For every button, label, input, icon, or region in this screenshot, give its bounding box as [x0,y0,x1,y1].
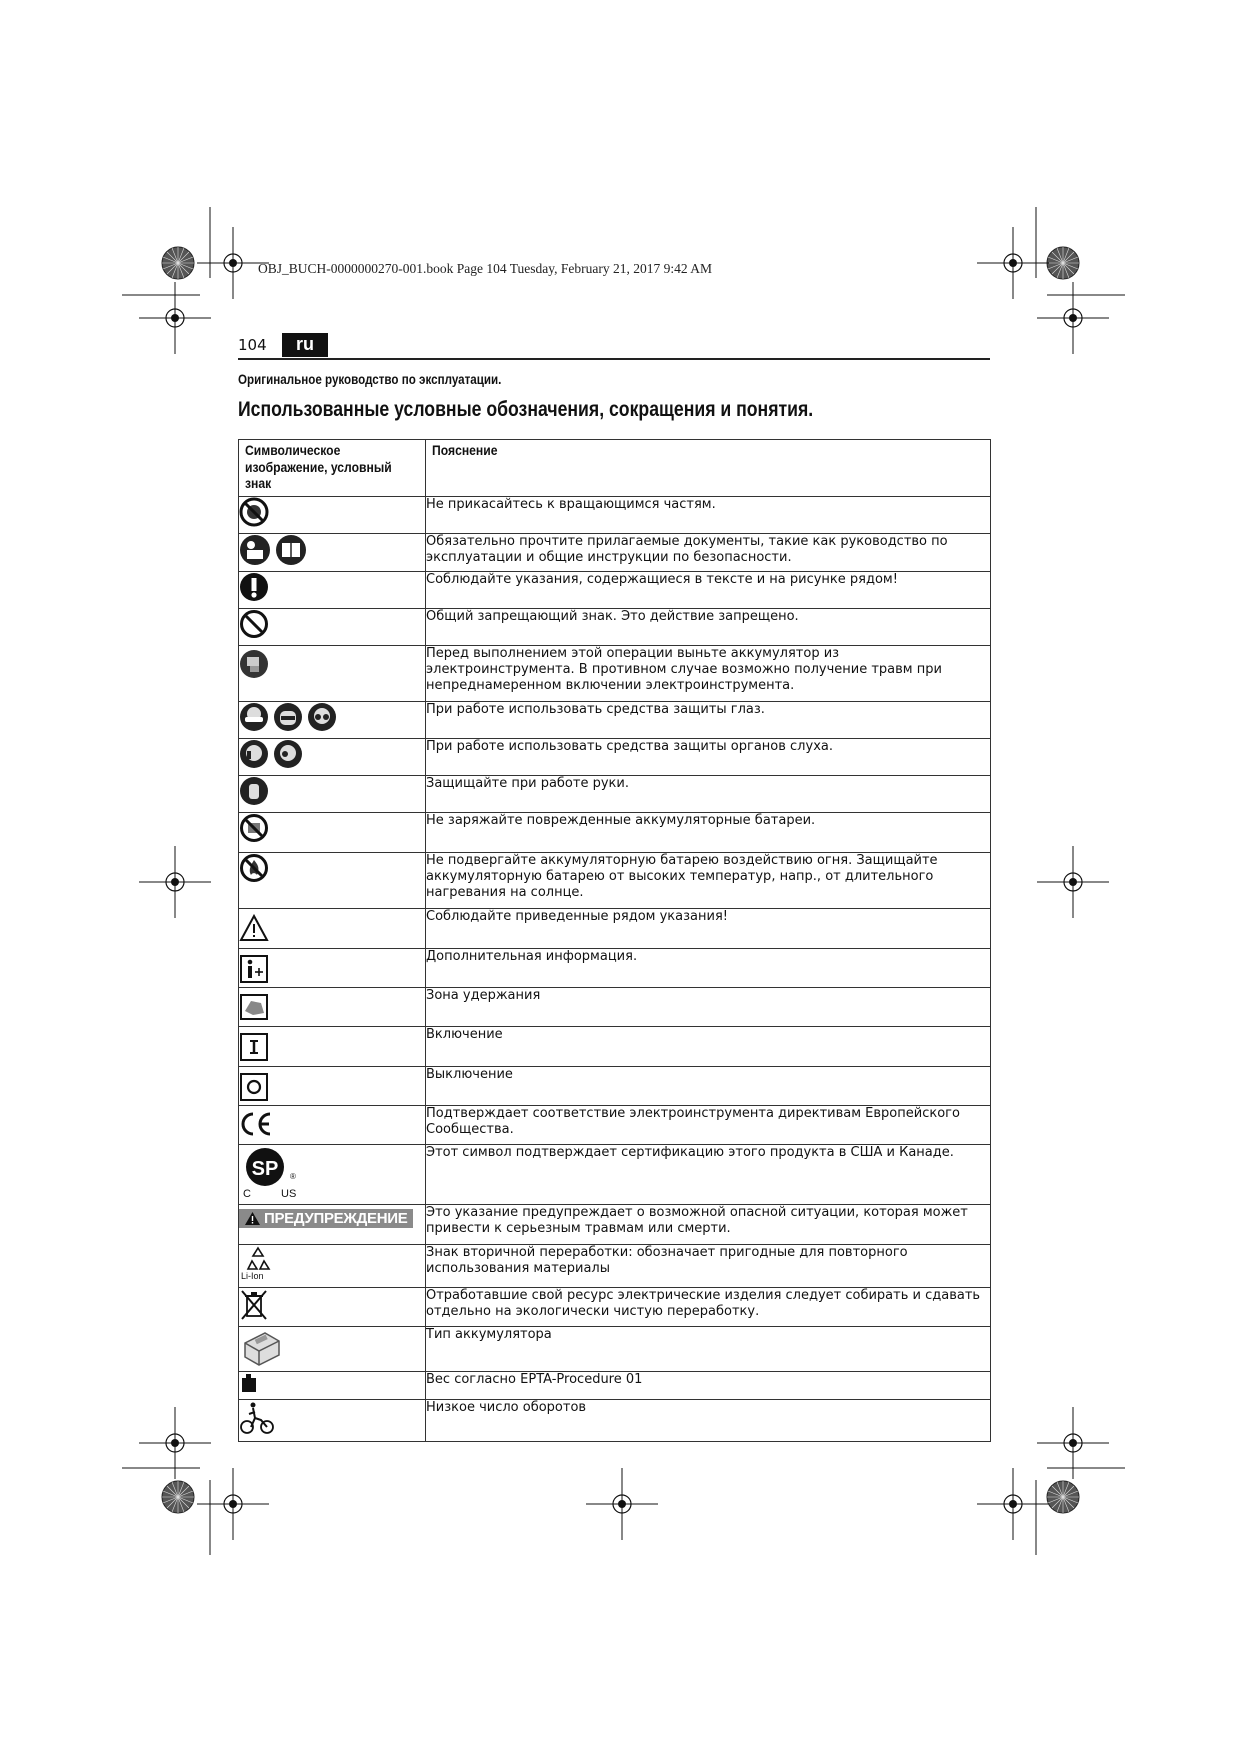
table-row [239,571,991,608]
table-row [239,908,991,948]
svg-text:®: ® [290,1171,296,1181]
table-row [239,1371,991,1399]
row-text: Дополнительная информация. [426,948,991,987]
face-shield-icon [273,702,303,732]
table-row [239,775,991,812]
csa-us-icon [239,1145,309,1201]
earplugs-icon [273,739,303,769]
warning-badge [239,1209,413,1228]
row-text: Это указание предупреждает о возможной опасной ситуации, которая может привести к серьезным травмам или смерти. [426,1204,991,1244]
row-text: Соблюдайте приведенные рядом указания! [426,908,991,948]
table-row [239,496,991,533]
row-text: Подтверждает соответствие электроинструмента директивам Европейского Сообщества. [426,1105,991,1144]
book-header-line: OBJ_BUCH-0000000270-001.book Page 104 Tuesday, February 21, 2017 9:42 AM [258,261,713,276]
table-row [239,1287,991,1326]
col-symbol-header: Символическое изображение, условный знак [239,440,426,497]
table-row [239,1066,991,1105]
language-badge: ru [282,333,328,357]
li-ion-label: Li-Ion [241,1270,264,1281]
warning-badge-label: ПРЕДУПРЕЖДЕНИЕ [264,1209,408,1227]
row-text: Защищайте при работе руки. [426,775,991,812]
warning-badge-triangle-icon [245,1212,260,1225]
table-row [239,533,991,571]
power-off-icon [239,1072,269,1102]
row-text: Не прикасайтесь к вращающимся частям. [426,496,991,533]
row-text: Тип аккумулятора [426,1326,991,1371]
table-row [239,1244,991,1287]
document-subtitle: Оригинальное руководство по эксплуатации. [238,372,502,387]
table-row [239,1105,991,1144]
row-text: Выключение [426,1066,991,1105]
table-row [239,645,991,701]
row-text: Включение [426,1026,991,1066]
table-row [239,1204,991,1244]
power-on-icon [239,1032,269,1062]
row-text: Этот символ подтверждает сертификацию этого продукта в США и Канаде. [426,1144,991,1204]
weight-icon [239,1372,261,1394]
table-header-row [239,440,991,497]
row-text: Отработавшие свой ресурс электрические изделия следует собирать и сдавать отдельно на экологически чистую переработку. [426,1287,991,1326]
exclamation-icon [239,572,269,602]
row-text: Низкое число оборотов [426,1399,991,1441]
csa-us-label: US [281,1187,297,1200]
row-text: Не заряжайте поврежденные аккумуляторные батареи. [426,812,991,852]
li-ion-recycling-icon [239,1245,279,1285]
gloves-icon [239,776,269,806]
rotating-parts-prohibited-icon [239,497,269,527]
table-row [239,608,991,645]
ce-mark-icon [239,1110,273,1138]
section-title: Использованные условные обозначения, сокращения и понятия. [238,398,814,421]
book-icon [275,534,307,566]
goggles-icon [239,702,269,732]
row-text: Знак вторичной переработки: обозначает пригодные для повторного использования материалы [426,1244,991,1287]
row-text: При работе использовать средства защиты органов слуха. [426,738,991,775]
warning-triangle-icon [239,914,269,942]
table-row [239,738,991,775]
row-text: Общий запрещающий знак. Это действие запрещено. [426,608,991,645]
remove-battery-icon [239,649,269,679]
row-text: Вес согласно EPTA-Procedure 01 [426,1371,991,1399]
row-text: Перед выполнением этой операции выньте аккумулятор из электроинструмента. В противном случае возможно получение травм при непреднамеренном включении электроинструмента. [426,645,991,701]
weee-bin-icon [239,1288,269,1322]
table-row [239,1326,991,1371]
row-text: Обязательно прочтите прилагаемые документы, такие как руководство по эксплуатации и общие инструкции по безопасности. [426,533,991,571]
table-row [239,987,991,1026]
no-charging-damaged-battery-icon [239,813,269,843]
battery-pack-icon [239,1327,283,1367]
low-speed-bicycle-icon [239,1400,275,1436]
col-explanation-header: Пояснение [426,440,991,497]
symbols-table [238,439,991,1442]
read-manual-icon [239,534,271,566]
info-plus-icon [239,954,269,984]
prohibition-icon [239,609,269,639]
svg-text:SP: SP [251,1157,279,1180]
table-row [239,701,991,738]
no-fire-icon [239,853,269,883]
row-text: Соблюдайте указания, содержащиеся в тексте и на рисунке рядом! [426,571,991,608]
table-row [239,1144,991,1204]
table-row [239,948,991,987]
table-row [239,1399,991,1441]
table-row [239,1026,991,1066]
table-row [239,852,991,908]
csa-c-label: C [243,1187,251,1200]
page-number: 104 [238,336,267,354]
header-rule [238,358,990,360]
row-text: Зона удержания [426,987,991,1026]
safety-glasses-icon [307,702,337,732]
row-text: При работе использовать средства защиты глаз. [426,701,991,738]
table-row [239,812,991,852]
earmuffs-icon [239,739,269,769]
row-text: Не подвергайте аккумуляторную батарею воздействию огня. Защищайте аккумуляторную батарею от высоких температур, напр., от длительного нагревания на солнце. [426,852,991,908]
grip-zone-icon [239,993,269,1021]
